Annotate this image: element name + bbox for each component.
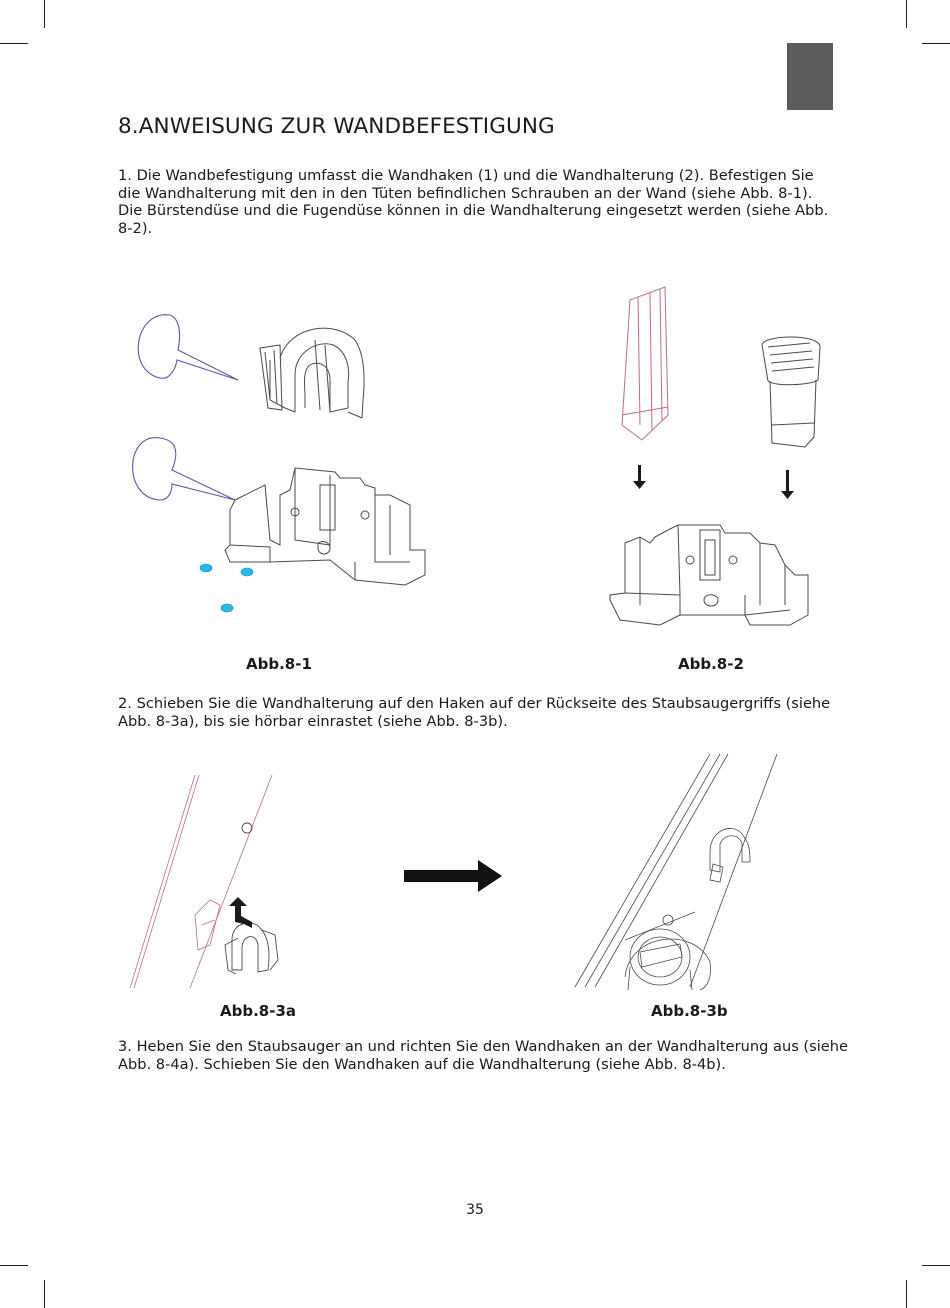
crop-mark	[906, 1280, 907, 1308]
figure-8-2-illustration	[600, 275, 820, 645]
section-title: 8.ANWEISUNG ZUR WANDBEFESTIGUNG	[118, 114, 555, 139]
chapter-tab	[787, 43, 833, 110]
crop-mark	[0, 1265, 28, 1266]
caption-abb-8-2: Abb.8-2	[678, 655, 744, 673]
caption-abb-8-3b: Abb.8-3b	[651, 1002, 728, 1020]
figure-8-1-illustration	[120, 300, 450, 630]
caption-abb-8-3a: Abb.8-3a	[220, 1002, 297, 1020]
paragraph-2: 2. Schieben Sie die Wandhalterung auf den Haken auf der Rückseite des Staubsaugergriffs (siehe Abb. 8-3a), bis sie hörbar einrastet (siehe Abb. 8-3b).	[118, 695, 831, 730]
crop-mark	[922, 43, 950, 44]
crop-mark	[44, 0, 45, 28]
figure-8-3a-illustration	[120, 770, 300, 995]
caption-abb-8-1: Abb.8-1	[246, 655, 312, 673]
arrow-right-icon	[404, 860, 502, 892]
paragraph-1: 1. Die Wandbefestigung umfasst die Wandhaken (1) und die Wandhalterung (2). Befestigen Sie die Wandhalterung mit den in den Tüten befindlichen Schrauben an der Wand (siehe Abb. 8-1). Die Bürstendüse und die Fugendüse können in die Wandhalterung eingesetzt werden (siehe Abb. 8-2).	[118, 167, 829, 237]
crop-mark	[44, 1280, 45, 1308]
page-number: 35	[466, 1202, 484, 1218]
crop-mark	[922, 1265, 950, 1266]
figure-8-3b-illustration	[570, 752, 785, 992]
paragraph-3: 3. Heben Sie den Staubsauger an und richten Sie den Wandhaken an der Wandhalterung aus (siehe Abb. 8-4a). Schieben Sie den Wandhaken auf die Wandhalterung (siehe Abb. 8-4b).	[118, 1038, 848, 1073]
crop-mark	[906, 0, 907, 28]
crop-mark	[0, 43, 28, 44]
